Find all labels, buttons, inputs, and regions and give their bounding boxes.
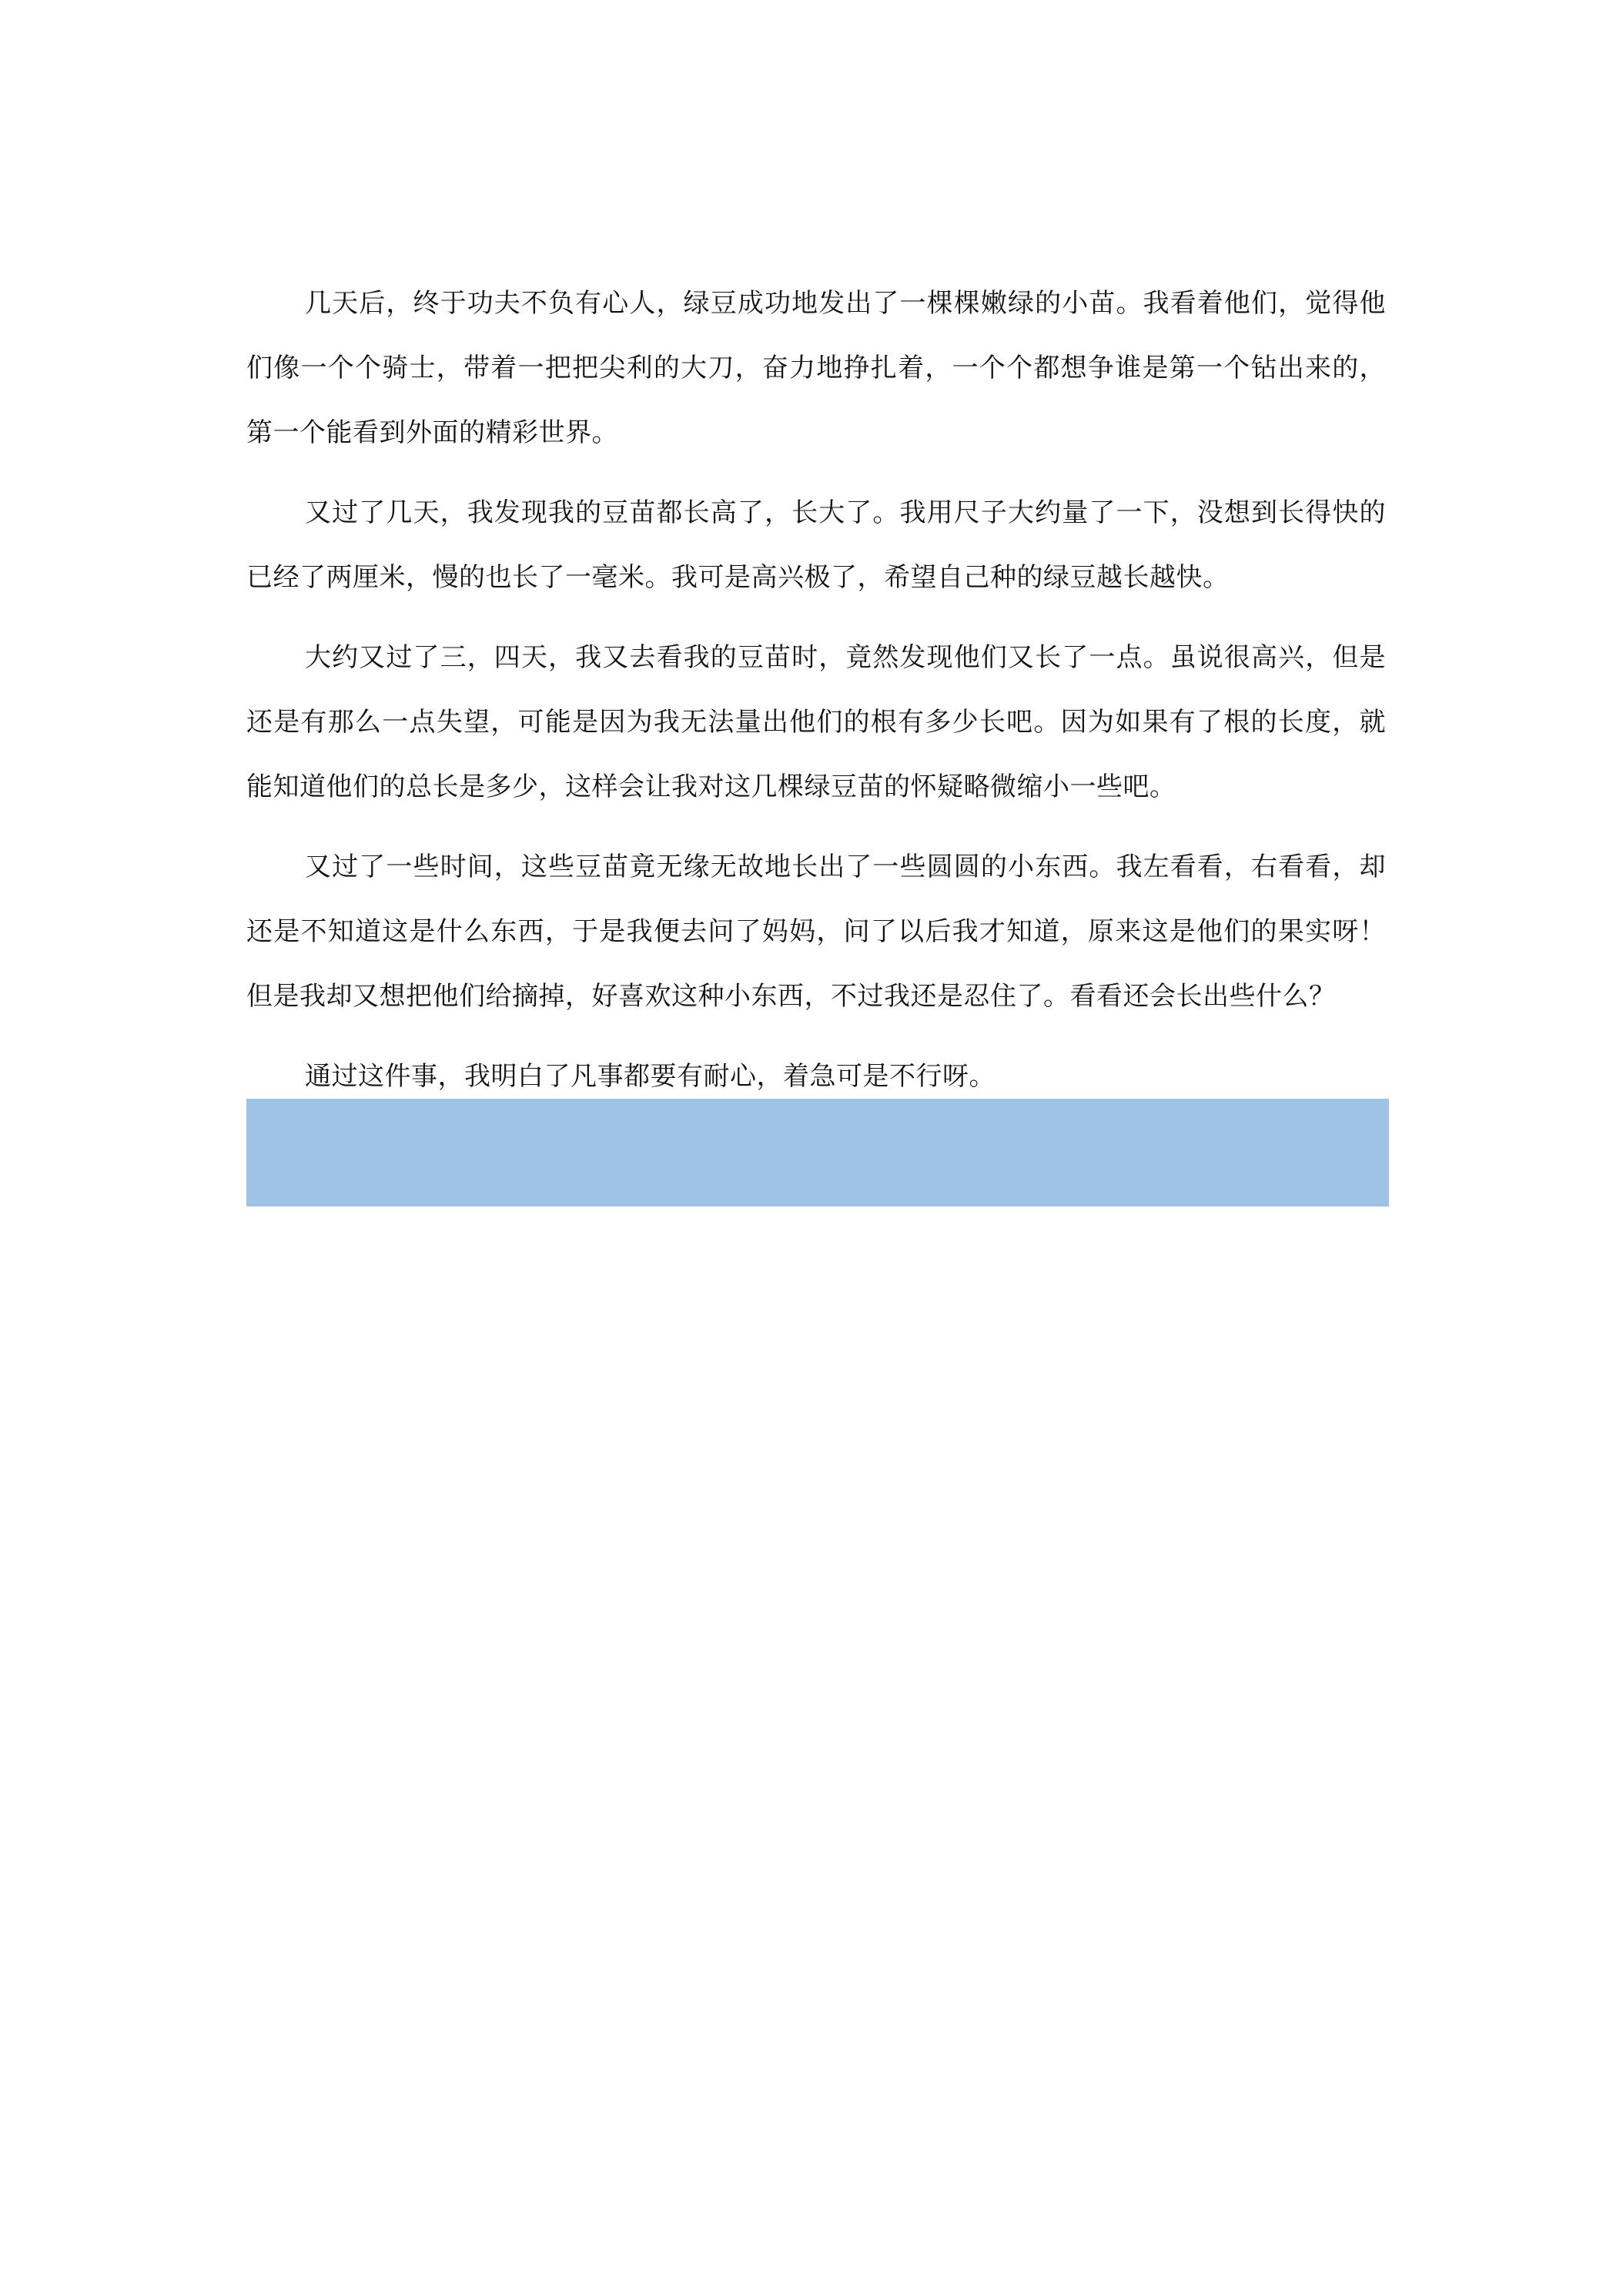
- paragraph-3: 大约又过了三，四天，我又去看我的豆苗时，竟然发现他们又长了一点。虽说很高兴，但是还是有那么一点失望，可能是因为我无法量出他们的根有多少长吧。因为如果有了根的长度，就能知道他们的总长是多少，这样会让我对这几棵绿豆苗的怀疑略微缩小一些吧。: [246, 642, 1386, 802]
- paragraph-1: 几天后，终于功夫不负有心人，绿豆成功地发出了一棵棵嫩绿的小苗。我看着他们，觉得他们像一个个骑士，带着一把把尖利的大刀，奋力地挣扎着，一个个都想争谁是第一个钻出来的，第一个能看到外面的精彩世界。: [246, 288, 1386, 448]
- essay-body: [246, 271, 1386, 1124]
- blue-banner: [246, 1099, 1389, 1207]
- paragraph-4: 又过了一些时间，这些豆苗竟无缘无故地长出了一些圆圆的小东西。我左看看，右看看，却还是不知道这是什么东西，于是我便去问了妈妈，问了以后我才知道，原来这是他们的果实呀！但是我却又想把他们给摘掉，好喜欢这种小东西，不过我还是忍住了。看看还会长出些什么？: [246, 852, 1386, 1012]
- paragraph-5: 通过这件事，我明白了凡事都要有耐心，着急可是不行呀。: [305, 1061, 996, 1092]
- paragraph-2: 又过了几天，我发现我的豆苗都长高了，长大了。我用尺子大约量了一下，没想到长得快的已经了两厘米，慢的也长了一毫米。我可是高兴极了，希望自己种的绿豆越长越快。: [246, 497, 1386, 593]
